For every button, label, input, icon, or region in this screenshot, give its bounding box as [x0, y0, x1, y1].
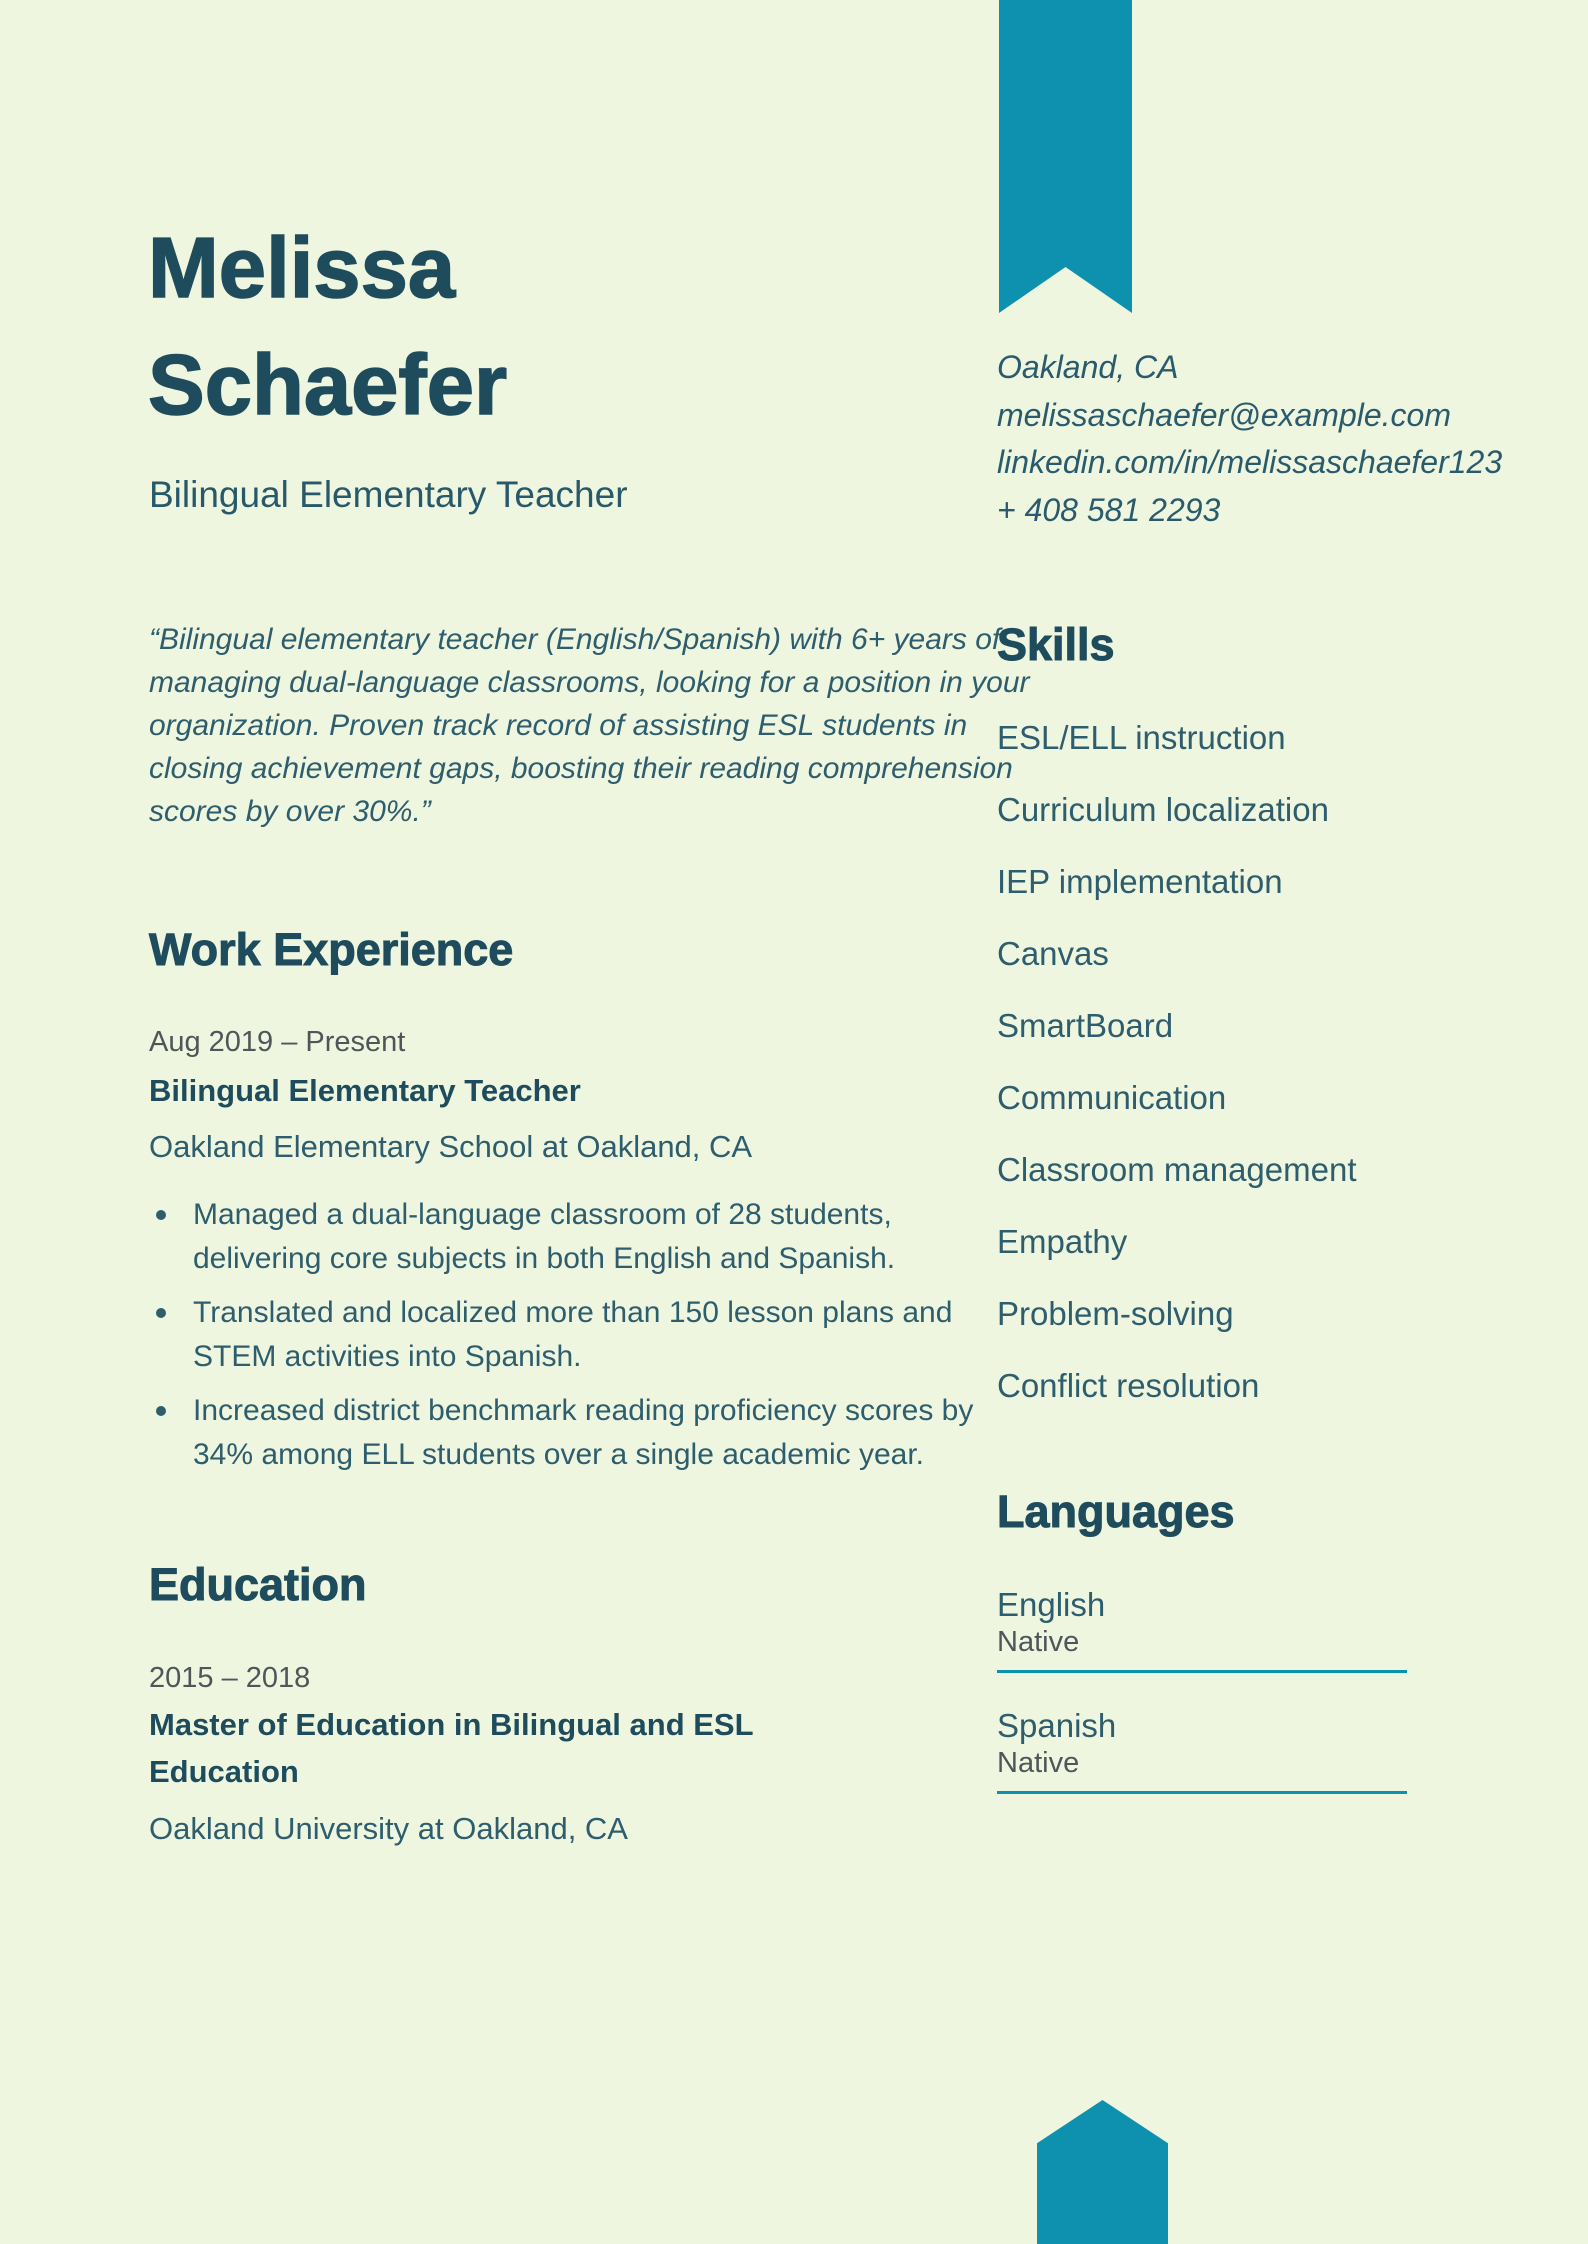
skill-item: IEP implementation [997, 863, 1283, 900]
job-bullet [149, 1193, 1009, 1281]
contact-email: melissaschaefer@example.com [997, 396, 1451, 433]
candidate-last-name: Schaefer [148, 338, 508, 433]
skill-item: Communication [997, 1079, 1227, 1116]
language-divider [997, 1670, 1407, 1673]
job-bullet-text: Increased district benchmark reading proficiency scores by 34% among ELL students over a single academic year. [193, 1394, 974, 1471]
skill-item: Problem-solving [997, 1295, 1234, 1332]
job-bullet-list [149, 1193, 1009, 1487]
skills-list [997, 718, 1477, 1438]
skill-item: Curriculum localization [997, 791, 1329, 828]
language-level: Native [997, 1747, 1080, 1779]
skill-item: Empathy [997, 1223, 1128, 1260]
education-dates: 2015 – 2018 [149, 1662, 311, 1694]
language-name: English [997, 1586, 1106, 1623]
job-bullet-text: Managed a dual-language classroom of 28 students, delivering core subjects in both English and Spanish. [193, 1198, 896, 1275]
job-dates: Aug 2019 – Present [149, 1026, 406, 1058]
summary-quote: “Bilingual elementary teacher (English/Spanish) with 6+ years of managing dual-language classrooms, looking for a position in your organization. Proven track record of assisting ESL students in closing achievement gaps, boosting their reading comprehension scores by over 30%.” [149, 623, 1030, 828]
skill-item: SmartBoard [997, 1007, 1174, 1044]
bottom-arrow-shape [1037, 2100, 1168, 2244]
language-name: Spanish [997, 1707, 1117, 1744]
candidate-name [148, 210, 507, 444]
skills-heading: Skills [997, 619, 1115, 670]
work-experience-heading: Work Experience [149, 924, 514, 975]
language-entry [997, 1585, 1407, 1673]
skill-item: Canvas [997, 935, 1109, 972]
job-bullet-text: Translated and localized more than 150 lesson plans and STEM activities into Spanish. [193, 1296, 953, 1373]
bookmark-ribbon-shape [999, 0, 1132, 313]
language-divider [997, 1791, 1407, 1794]
education-heading: Education [149, 1559, 367, 1610]
contact-linkedin: linkedin.com/in/melissaschaefer123 [997, 444, 1503, 480]
language-entry [997, 1706, 1407, 1794]
job-title: Bilingual Elementary Teacher [149, 1073, 581, 1108]
job-bullet [149, 1389, 1009, 1477]
job-bullet [149, 1291, 1009, 1379]
contact-location: Oakland, CA [997, 349, 1179, 385]
job-organization: Oakland Elementary School at Oakland, CA [149, 1129, 753, 1164]
skill-item: Classroom management [997, 1151, 1357, 1188]
candidate-job-title: Bilingual Elementary Teacher [149, 474, 628, 515]
education-degree: Master of Education in Bilingual and ESL Education [149, 1707, 753, 1789]
languages-heading: Languages [997, 1486, 1235, 1537]
contact-block [997, 344, 1503, 534]
language-level: Native [997, 1626, 1080, 1658]
skill-item: Conflict resolution [997, 1367, 1260, 1404]
education-school: Oakland University at Oakland, CA [149, 1811, 628, 1846]
contact-phone: + 408 581 2293 [997, 491, 1221, 528]
candidate-first-name: Melissa [148, 221, 456, 316]
skill-item: ESL/ELL instruction [997, 719, 1286, 756]
